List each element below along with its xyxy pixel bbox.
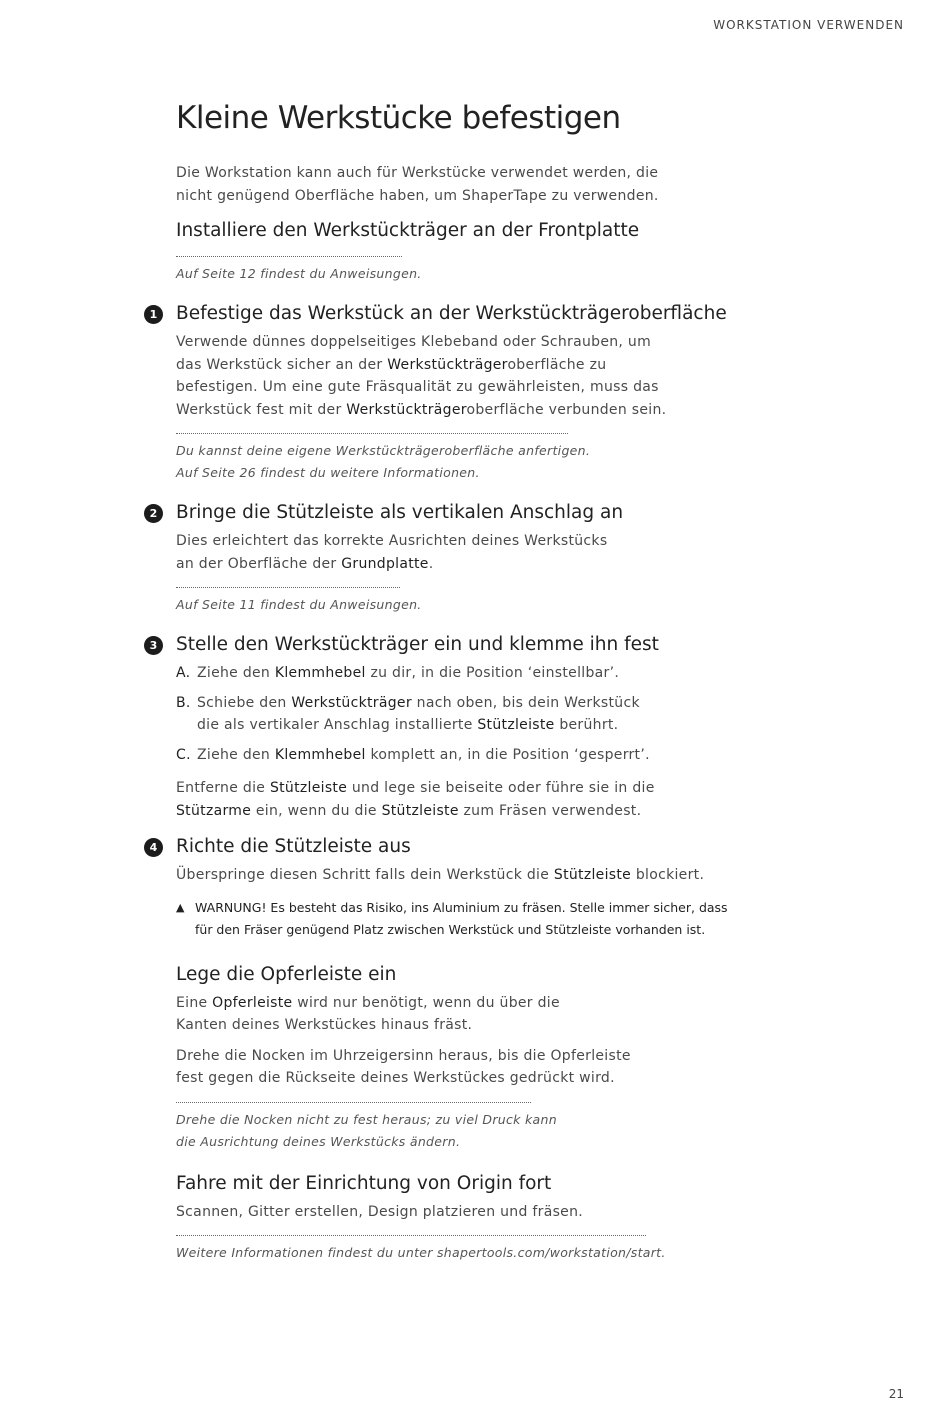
text-segment: Ziehe den	[197, 746, 275, 763]
step-number-badge: 2	[144, 504, 163, 523]
text-segment: .	[428, 555, 434, 572]
keyword: Stützleiste	[477, 717, 555, 733]
text-segment: Ziehe den	[197, 665, 275, 681]
origin-text: Scannen, Gitter erstellen, Design platzieren und fräsen.	[176, 1203, 584, 1220]
text-segment: Überspringe diesen Schritt falls dein Werkstück die	[176, 867, 554, 883]
keyword: Klemmhebel	[274, 746, 366, 763]
text-segment: Verwende dünnes doppelseitiges Klebeband oder Schrauben, um das Werkstück sicher an der	[176, 334, 652, 373]
step3-after-text	[176, 777, 656, 822]
note-line: Du kannst deine eigene Werkstückträgeroberfläche anfertigen.	[176, 443, 591, 458]
origin-note: Weitere Informationen findest du unter shapertools.com/workstation/start.	[176, 1245, 666, 1260]
step3-heading	[149, 632, 736, 658]
divider	[176, 587, 400, 588]
substep-letter: C.	[176, 746, 191, 763]
substep-letter: B.	[176, 694, 191, 711]
text-segment: Dies erleichtert das korrekte Ausrichten deines Werkstücks an der Oberfläche der	[176, 533, 608, 572]
text-segment: oberfläche verbunden sein.	[466, 401, 667, 418]
text-segment: und lege sie beiseite oder führe sie in die	[347, 780, 655, 796]
opfer-text-1	[176, 992, 576, 1037]
note-line: Drehe die Nocken nicht zu fest heraus; zu viel Druck kann	[176, 1111, 557, 1127]
keyword: Stützarme	[176, 802, 252, 819]
text-segment: Schiebe den	[197, 694, 292, 711]
warning-triangle-icon: ▲	[176, 900, 185, 914]
keyword: Stützleiste	[553, 867, 632, 883]
text-segment: ein, wenn du die	[251, 802, 382, 819]
opfer-heading: Lege die Opferleiste ein	[176, 963, 397, 985]
keyword: Grundplatte	[341, 555, 429, 572]
opfer-text-2: Drehe die Nocken im Uhrzeigersinn heraus, bis die Opferleiste fest gegen die Rückseite deines Werkstückes gedrückt wird.	[176, 1047, 631, 1086]
divider	[176, 1235, 646, 1236]
step1-heading	[149, 301, 736, 327]
note-line: Auf Seite 26 findest du weitere Informationen.	[176, 465, 480, 480]
warning-text: WARNUNG! Es besteht das Risiko, ins Aluminium zu fräsen. Stelle immer sicher, dass für den Fräser genügend Platz zwischen Werkstück und Stützleiste vorhanden ist.	[195, 899, 728, 937]
divider	[176, 256, 402, 257]
keyword: Stützleiste	[381, 802, 459, 819]
keyword: Klemmhebel	[274, 665, 366, 681]
substep-item	[176, 662, 677, 685]
page-number: 21	[888, 1387, 904, 1401]
step-number-badge: 4	[144, 838, 163, 857]
warning-notice	[176, 897, 735, 942]
keyword: Werkstückträger	[346, 401, 467, 418]
page-title: Kleine Werkstücke befestigen	[176, 100, 621, 136]
step1-note	[176, 440, 736, 484]
substep-letter: A.	[176, 665, 191, 681]
substep-list	[176, 662, 736, 766]
step-number-badge: 1	[144, 305, 163, 324]
page-content	[149, 100, 736, 1264]
text-segment: komplett an, in die Position ‘gesperrt’.	[365, 746, 650, 763]
step2-heading	[149, 500, 736, 526]
text-segment: Eine	[176, 994, 213, 1011]
running-header: WORKSTATION VERWENDEN	[713, 18, 904, 32]
install-heading: Installiere den Werkstückträger an der Frontplatte	[176, 220, 640, 241]
install-note: Auf Seite 12 findest du Anweisungen.	[176, 266, 422, 281]
text-segment: zu dir, in die Position ‘einstellbar’.	[365, 665, 620, 681]
note-line: die Ausrichtung deines Werkstücks ändern.	[176, 1133, 461, 1149]
step4-heading-text: Richte die Stützleiste aus	[176, 836, 411, 857]
text-segment: wird nur benötigt, wenn du über die Kanten deines Werkstückes hinaus fräst.	[176, 994, 560, 1033]
step4-text	[176, 864, 736, 887]
step-number-badge: 3	[144, 636, 163, 655]
step2-text	[176, 530, 616, 575]
divider	[176, 1102, 531, 1103]
keyword: Werkstückträger	[387, 356, 508, 373]
divider	[176, 433, 568, 434]
substep-item	[176, 692, 657, 737]
step1-heading-text: Befestige das Werkstück an der Werkstückträgeroberfläche	[176, 303, 727, 324]
text-segment: blockiert.	[631, 867, 705, 883]
text-segment: berührt.	[554, 717, 619, 733]
text-segment: Entferne die	[176, 780, 270, 796]
origin-heading: Fahre mit der Einrichtung von Origin fort	[176, 1172, 552, 1194]
substep-item	[176, 744, 677, 767]
text-segment: oberfläche zu befestigen. Um eine gute Fräsqualität zu gewährleisten, muss das Werkstück fest mit der	[176, 356, 659, 418]
opfer-note	[176, 1109, 736, 1153]
keyword: Stützleiste	[269, 780, 348, 796]
step2-heading-text: Bringe die Stützleiste als vertikalen Anschlag an	[176, 502, 624, 523]
keyword: Opferleiste	[212, 994, 293, 1011]
step2-note: Auf Seite 11 findest du Anweisungen.	[176, 597, 422, 612]
step3-heading-text: Stelle den Werkstückträger ein und klemme ihn fest	[176, 634, 659, 655]
keyword: Werkstückträger	[291, 694, 412, 711]
text-segment: nach oben, bis dein Werkstück die als vertikaler Anschlag installierte	[197, 694, 640, 733]
step4-heading	[149, 834, 736, 860]
step1-text	[176, 331, 676, 421]
intro-text: Die Workstation kann auch für Werkstücke verwendet werden, die nicht genügend Oberfläche haben, um ShaperTape zu verwenden.	[176, 165, 659, 204]
text-segment: zum Fräsen verwendest.	[458, 802, 642, 819]
